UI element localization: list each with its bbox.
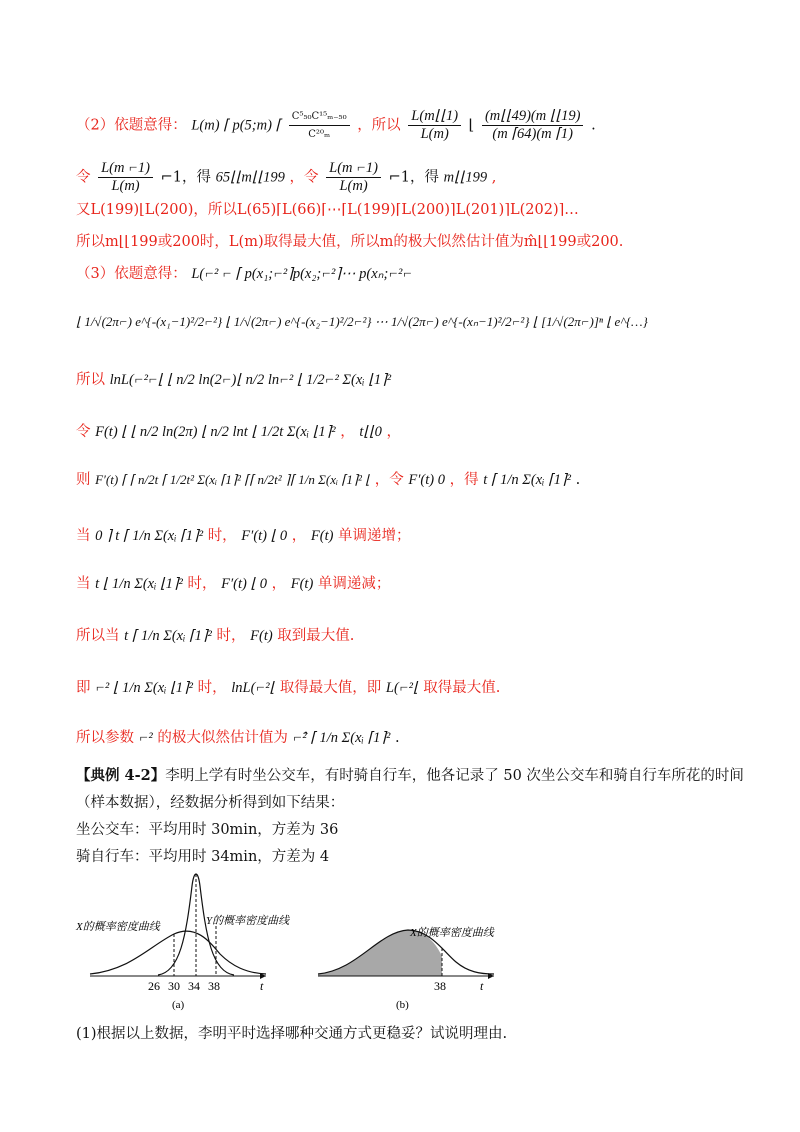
figure-b-axis-label: t [480, 979, 484, 993]
part2-label: （2）依题意得： [76, 117, 187, 134]
part3-line4: 令 F(t) ⌊ ⌊ n/2 ln(2π) ⌊ n/2 lnt ⌊ 1/2t Σ(xᵢ ⌊1⌉² ， t⌊⌊0 ， [76, 424, 402, 440]
figure-a-tick-30: 30 [168, 979, 180, 993]
part3-line9: 即 ⌐² ⌊ 1/n Σ(xᵢ ⌊1⌉² 时， lnL(⌐²⌊ 取得最大值，即 L(⌐²⌊ 取得最大值. [76, 680, 501, 696]
example-bike: 骑自行车：平均用时 34min，方差为 4 [76, 849, 330, 865]
part3-line3: 所以 lnL(⌐²⌐⌊ ⌊ n/2 ln(2⌐)⌊ n/2 ln⌐² ⌊ 1/2⌐² Σ(xᵢ ⌊1⌉² [76, 372, 392, 388]
part3-line1: （3）依题意得： L(⌐² ⌐ ⌈ p(x₁;⌐²⌉p(x₂;⌐²⌉⋯ p(xₙ;⌐²⌐ [76, 266, 413, 282]
likelihood-expr: L(m) ⌈ p(5;m) ⌈ [191, 117, 282, 134]
figure-a-tick-26: 26 [148, 979, 160, 993]
part3-line10: 所以参数 ⌐² 的极大似然估计值为 ⌐̂² ⌈ 1/n Σ(xᵢ ⌈1⌉² . [76, 730, 400, 746]
ratio-fraction-2: $\frac{(m⌊⌊49)(m ⌊⌊19)}{(m ⌈64)(m ⌈1)}$ [482, 108, 584, 143]
part2-line2: 令 $\frac{L(m ⌐1)}{L(m)}$ ⌐1，得 65⌊⌊m⌊⌊199 ，令 $\frac{L(m ⌐1)}{L(m)}$ ⌐1，得 m⌊⌊199 , [76, 160, 497, 194]
figure-a-axis-label: t [260, 979, 264, 993]
part3-line6: 当 0 ⌉ t ⌈ 1/n Σ(xᵢ ⌈1⌉² 时， F′(t) ⌊ 0 ， F(t) 单调递增； [76, 528, 411, 544]
figure-a-caption: (a) [172, 999, 185, 1011]
figure-a [70, 866, 290, 1016]
example-bus: 坐公交车：平均用时 30min，方差为 36 [76, 822, 339, 838]
part3-line8: 所以当 t ⌈ 1/n Σ(xᵢ ⌈1⌉² 时， F(t) 取到最大值. [76, 628, 355, 644]
part2-line4: 所以m⌊⌊199或200时，L(m)取得最大值，所以m的极大似然估计值为m̂⌊⌊199或200. [76, 234, 624, 250]
part2-line3: 又L(199)⌊L(200)，所以L(65)⌈L(66)⌈⋯⌈L(199)⌈L(200)⌉L(201)⌉L(202)⌉… [76, 202, 579, 218]
combination-fraction: $\frac{\text{C⁵₅₀C¹⁵ₘ₋₅₀}}{\text{C²⁰ₘ}}$ [289, 108, 350, 143]
figure-b-label-x: X的概率密度曲线 [410, 927, 494, 939]
example-tag: 【典例 4-2】 [76, 767, 166, 784]
part3-line2: ⌊ 1/√(2π⌐) e^{-(x₁−1)²/2⌐²} ⌊ 1/√(2π⌐) e^{-(x₂−1)²/2⌐²} ⋯ 1/√(2π⌐) e^{-(xₙ−1)²/2⌐²} ⌊ [1/√(2π⌐)]ⁿ ⌊ e^{…} [76, 314, 648, 329]
part3-line5: 则 F′(t) ⌈ ⌈ n/2t ⌈ 1/2t² Σ(xᵢ ⌈1⌉² ⌈⌈ n/2t² ⌉⌈ 1/n Σ(xᵢ ⌈1⌉² ⌊ ，令 F′(t) 0 ，得 t ⌈ 1/n Σ(xᵢ ⌈1⌉² . [76, 472, 581, 488]
example-line1 [76, 766, 744, 786]
example-line2: （样本数据），经数据分析得到如下结果： [76, 795, 345, 811]
figure-a-x-curve [90, 931, 266, 974]
figure-a-tick-38: 38 [208, 979, 220, 993]
part2-line1: （2）依题意得： L(m) ⌈ p(5;m) ⌈ $\frac{\text{C⁵₅₀C¹⁵ₘ₋₅₀}}{\text{C²⁰ₘ}}$ ，所以 $\frac{L(m⌊⌊1)}{L(m)}$ ⌊ $\frac{(m⌊⌊49)(m ⌊⌊19)}{(m ⌈64)(m ⌈1)}$ . [76, 108, 596, 142]
ratio-fraction: $\frac{L(m⌊⌊1)}{L(m)}$ [408, 108, 461, 143]
figure-a-tick-34: 34 [188, 979, 200, 993]
example-text1: 李明上学有时坐公交车，有时骑自行车，他各记录了 50 次坐公交车和骑自行车所花的时间 [165, 768, 744, 784]
figure-a-label-y: Y的概率密度曲线 [206, 915, 290, 927]
ratio-fraction-4: $\frac{L(m ⌐1)}{L(m)}$ [326, 160, 381, 195]
part3-line7: 当 t ⌊ 1/n Σ(xᵢ ⌊1⌉² 时， F′(t) ⌊ 0 ， F(t) 单调递减； [76, 576, 391, 592]
question-1: (1)根据以上数据，李明平时选择哪种交通方式更稳妥？试说明理由. [76, 1026, 508, 1042]
figure-a-label-x: X的概率密度曲线 [76, 921, 160, 933]
figure-b [318, 866, 508, 1016]
figure-b-caption: (b) [396, 999, 409, 1011]
ratio-fraction-3: $\frac{L(m ⌐1)}{L(m)}$ [98, 160, 153, 195]
figure-b-tick-38: 38 [434, 979, 446, 993]
